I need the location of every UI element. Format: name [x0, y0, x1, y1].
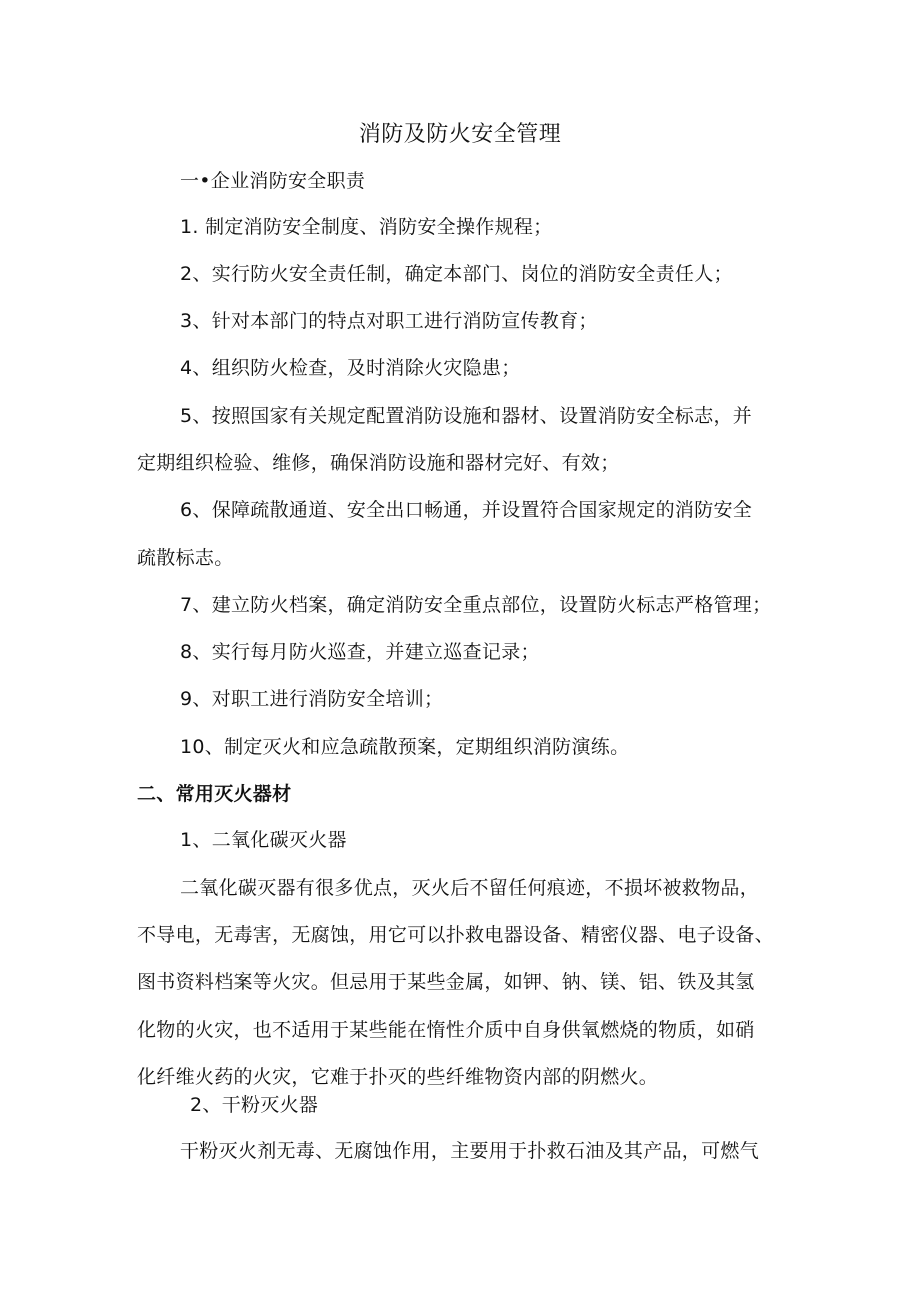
section-heading-1: 一•企业消防安全职责 [180, 170, 366, 192]
list-item: 5、按照国家有关规定配置消防设施和器材、设置消防安全标志，并 [180, 405, 753, 427]
list-item: 7、建立防火档案，确定消防安全重点部位，设置防火标志严格管理； [180, 594, 772, 616]
list-item: 10、制定灭火和应急疏散预案，定期组织消防演练。 [180, 736, 630, 758]
subsection-heading: 1、二氧化碳灭火器 [180, 829, 347, 851]
paragraph-line: 化物的火灾，也不适用于某些能在惰性介质中自身供氧燃烧的物质，如硝 [137, 1019, 755, 1041]
list-item: 4、组织防火检查，及时消除火灾隐患； [180, 357, 521, 379]
list-item: 8、实行每月防火巡查，并建立巡查记录； [180, 641, 540, 663]
paragraph-line: 图书资料档案等火灾。但忌用于某些金属，如钾、钠、镁、铝、铁及其氢 [137, 971, 755, 993]
document-title: 消防及防火安全管理 [358, 122, 562, 147]
list-item: 1. 制定消防安全制度、消防安全操作规程； [180, 216, 553, 238]
list-item: 2、实行防火安全责任制，确定本部门、岗位的消防安全责任人； [180, 263, 733, 285]
paragraph-line: 不导电，无毒害，无腐蚀，用它可以扑救电器设备、精密仪器、电子设备、 [137, 924, 774, 946]
section-heading-2: 二、常用灭火器材 [137, 783, 292, 805]
list-item: 3、针对本部门的特点对职工进行消防宣传教育； [180, 310, 598, 332]
list-item: 6、保障疏散通道、安全出口畅通，并设置符合国家规定的消防安全 [180, 499, 753, 521]
subsection-heading: 2、干粉灭火器 [190, 1094, 319, 1116]
list-item: 9、对职工进行消防安全培训； [180, 688, 444, 710]
paragraph-line: 二氧化碳灭器有很多优点，灭火后不留任何痕迹，不损坏被救物品， [180, 877, 760, 899]
paragraph-line: 干粉灭火剂无毒、无腐蚀作用，主要用于扑救石油及其产品，可燃气 [180, 1140, 760, 1162]
list-item-continuation: 疏散标志。 [137, 547, 234, 569]
list-item-continuation: 定期组织检验、维修，确保消防设施和器材完好、有效； [137, 452, 620, 474]
paragraph-line: 化纤维火药的火灾，它难于扑灭的些纤维物资内部的阴燃火。 [137, 1066, 659, 1088]
